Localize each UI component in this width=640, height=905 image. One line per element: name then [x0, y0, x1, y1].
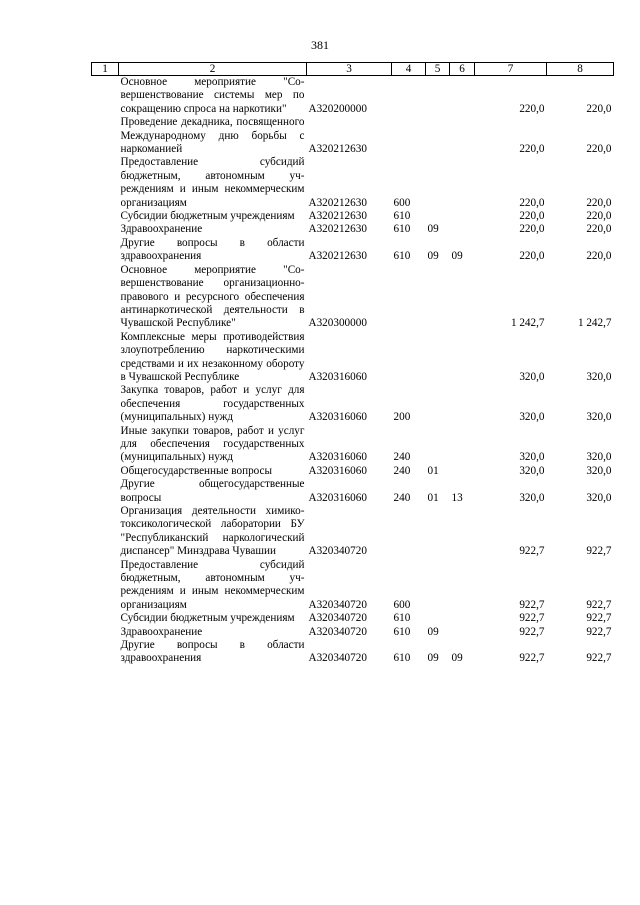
table-row [92, 384, 614, 424]
amount-year2-cell: 320,0 [586, 491, 612, 504]
item-name-cell: Другие вопросы в области здравоохранения [120, 639, 305, 665]
expense-type-cell: 600 [393, 598, 411, 611]
section-cell: 09 [427, 625, 439, 638]
subsection-cell: 09 [451, 250, 463, 263]
column-header: 1 [92, 63, 119, 76]
amount-year2-cell: 922,7 [586, 545, 612, 558]
amount-year1-cell: 320,0 [519, 491, 545, 504]
item-name-cell: Комплексные меры противодействия злоупотреблению наркотическими средствами и их незаконному обороту в Чувашской Республике [120, 330, 305, 383]
table-row [92, 478, 614, 505]
row-number-cell [92, 237, 119, 264]
row-number-cell [92, 505, 119, 559]
row-number-cell [92, 465, 119, 478]
subsection-cell: 13 [451, 491, 463, 504]
target-code-cell: А320340720 [308, 598, 367, 611]
item-name-cell: Основное мероприятие "Совершенствование системы мер по сокращению спроса на наркотики" [120, 76, 305, 115]
amount-year2-cell: 220,0 [586, 210, 612, 223]
subsection-cell [450, 384, 475, 424]
column-header: 5 [426, 63, 450, 76]
row-number-cell [92, 425, 119, 465]
budget-table [91, 62, 614, 666]
subsection-cell [450, 264, 475, 331]
section-cell [426, 612, 450, 625]
section-cell [426, 116, 450, 156]
row-number-cell [92, 156, 119, 210]
target-code-cell: А320340720 [308, 652, 367, 665]
item-name-cell: Другие общегосударственные вопросы [120, 478, 305, 504]
expense-type-cell [392, 76, 426, 117]
table-row [92, 76, 614, 117]
amount-year1-cell: 220,0 [519, 250, 545, 263]
target-code-cell: А320316060 [308, 370, 367, 383]
target-code-cell: А320316060 [308, 464, 367, 477]
section-cell [426, 331, 450, 385]
expense-type-cell: 610 [393, 223, 411, 236]
amount-year2-cell: 922,7 [586, 612, 612, 625]
item-name-cell: Закупка товаров, работ и услуг для обеспечения государственных (муниципальных) нужд [120, 384, 305, 424]
column-header: 2 [119, 63, 307, 76]
item-name-cell: Здравоохранение [120, 223, 203, 236]
target-code-cell: А320340720 [308, 545, 367, 558]
expense-type-cell: 240 [393, 464, 411, 477]
amount-year1-cell: 922,7 [519, 612, 545, 625]
column-header-row [92, 63, 614, 76]
amount-year2-cell: 922,7 [586, 598, 612, 611]
section-cell [426, 156, 450, 210]
target-code-cell: А320212630 [308, 196, 367, 209]
target-code-cell: А320212630 [308, 223, 367, 236]
item-name-cell: Предоставление субсидий бюджетным, автономным учреждениям и иным некоммерческим организациям [120, 156, 305, 209]
item-name-cell: Субсидии бюджетным учреждениям [120, 612, 295, 625]
item-name-cell: Организация деятельности химико-токсикологической лаборатории БУ "Республиканский наркологический диспансер" Минздрава Чувашии [120, 505, 305, 558]
amount-year1-cell: 922,7 [519, 545, 545, 558]
column-header: 4 [392, 63, 426, 76]
table-row [92, 612, 614, 625]
subsection-cell [450, 612, 475, 625]
section-cell: 01 [427, 464, 439, 477]
target-code-cell: А320212630 [308, 210, 367, 223]
target-code-cell: А320316060 [308, 491, 367, 504]
row-number-cell [92, 223, 119, 236]
target-code-cell: А320340720 [308, 625, 367, 638]
table-row [92, 505, 614, 559]
item-name-cell: Другие вопросы в области здравоохранения [120, 236, 305, 263]
amount-year2-cell: 220,0 [586, 102, 612, 115]
amount-year2-cell: 922,7 [586, 625, 612, 638]
table-row [92, 116, 614, 156]
subsection-cell [450, 331, 475, 385]
table-body [92, 76, 614, 666]
table-row [92, 264, 614, 331]
amount-year2-cell: 1 242,7 [577, 317, 612, 330]
amount-year1-cell: 220,0 [519, 143, 545, 156]
table-row [92, 156, 614, 210]
section-cell [426, 76, 450, 117]
amount-year2-cell: 922,7 [586, 652, 612, 665]
section-cell: 09 [427, 250, 439, 263]
section-cell: 01 [427, 491, 439, 504]
amount-year1-cell: 922,7 [519, 652, 545, 665]
amount-year1-cell: 320,0 [519, 464, 545, 477]
subsection-cell [450, 116, 475, 156]
amount-year1-cell: 220,0 [519, 102, 545, 115]
expense-type-cell [392, 505, 426, 559]
expense-type-cell [392, 264, 426, 331]
item-name-cell: Иные закупки товаров, работ и услуг для обеспечения государственных (муниципальных) нужд [120, 424, 305, 464]
table-row [92, 626, 614, 639]
table-row [92, 425, 614, 465]
item-name-cell: Основное мероприятие "Совершенствование организационно-правового и ресурсного обеспечения антинаркотической деятельности в Чувашской Республике" [120, 263, 305, 330]
page-number: 381 [311, 38, 329, 52]
subsection-cell [450, 559, 475, 613]
amount-year1-cell: 320,0 [519, 451, 545, 464]
item-name-cell: Здравоохранение [120, 625, 203, 638]
amount-year2-cell: 220,0 [586, 196, 612, 209]
amount-year2-cell: 220,0 [586, 250, 612, 263]
row-number-cell [92, 612, 119, 625]
amount-year1-cell: 922,7 [519, 625, 545, 638]
amount-year2-cell: 220,0 [586, 143, 612, 156]
item-name-cell: Общегосударственные вопросы [120, 464, 273, 477]
amount-year1-cell: 320,0 [519, 370, 545, 383]
row-number-cell [92, 210, 119, 223]
subsection-cell [450, 156, 475, 210]
amount-year1-cell: 922,7 [519, 598, 545, 611]
column-header: 3 [307, 63, 392, 76]
section-cell [426, 384, 450, 424]
amount-year2-cell: 320,0 [586, 370, 612, 383]
row-number-cell [92, 639, 119, 666]
amount-year2-cell: 320,0 [586, 451, 612, 464]
row-number-cell [92, 331, 119, 385]
amount-year1-cell: 220,0 [519, 196, 545, 209]
table-row [92, 237, 614, 264]
section-cell: 09 [427, 652, 439, 665]
section-cell [426, 425, 450, 465]
section-cell [426, 264, 450, 331]
row-number-cell [92, 626, 119, 639]
amount-year2-cell: 320,0 [586, 411, 612, 424]
subsection-cell [450, 465, 475, 478]
row-number-cell [92, 478, 119, 505]
amount-year1-cell: 1 242,7 [510, 317, 545, 330]
table-row [92, 559, 614, 613]
subsection-cell [450, 210, 475, 223]
amount-year2-cell: 320,0 [586, 464, 612, 477]
table-row [92, 465, 614, 478]
target-code-cell: А320316060 [308, 411, 367, 424]
row-number-cell [92, 116, 119, 156]
section-cell [426, 505, 450, 559]
row-number-cell [92, 76, 119, 117]
subsection-cell [450, 76, 475, 117]
table-row [92, 210, 614, 223]
table-row [92, 223, 614, 236]
expense-type-cell: 610 [393, 250, 411, 263]
amount-year1-cell: 320,0 [519, 411, 545, 424]
expense-type-cell: 600 [393, 196, 411, 209]
column-header: 7 [475, 63, 547, 76]
expense-type-cell: 240 [393, 451, 411, 464]
target-code-cell: А320316060 [308, 451, 367, 464]
table-row [92, 331, 614, 385]
expense-type-cell [392, 116, 426, 156]
expense-type-cell: 200 [393, 411, 411, 424]
target-code-cell: А320340720 [308, 612, 367, 625]
target-code-cell: А320212630 [308, 250, 367, 263]
amount-year2-cell: 220,0 [586, 223, 612, 236]
expense-type-cell: 240 [393, 491, 411, 504]
expense-type-cell: 610 [393, 612, 411, 625]
section-cell [426, 559, 450, 613]
subsection-cell [450, 223, 475, 236]
expense-type-cell [392, 331, 426, 385]
target-code-cell: А320212630 [308, 143, 367, 156]
row-number-cell [92, 559, 119, 613]
item-name-cell: Проведение декадника, посвященного Международному дню борьбы с наркоманией [120, 116, 305, 156]
section-cell: 09 [427, 223, 439, 236]
column-header: 8 [547, 63, 614, 76]
column-header: 6 [450, 63, 475, 76]
target-code-cell: А320200000 [308, 102, 367, 115]
row-number-cell [92, 264, 119, 331]
item-name-cell: Субсидии бюджетным учреждениям [120, 210, 295, 223]
amount-year1-cell: 220,0 [519, 210, 545, 223]
expense-type-cell: 610 [393, 210, 411, 223]
subsection-cell [450, 505, 475, 559]
amount-year1-cell: 220,0 [519, 223, 545, 236]
table-row [92, 639, 614, 666]
subsection-cell [450, 425, 475, 465]
subsection-cell [450, 626, 475, 639]
expense-type-cell: 610 [393, 652, 411, 665]
section-cell [426, 210, 450, 223]
target-code-cell: А320300000 [308, 317, 367, 330]
expense-type-cell: 610 [393, 625, 411, 638]
item-name-cell: Предоставление субсидий бюджетным, автономным учреждениям и иным некоммерческим организациям [120, 558, 305, 611]
row-number-cell [92, 384, 119, 424]
subsection-cell: 09 [451, 652, 463, 665]
